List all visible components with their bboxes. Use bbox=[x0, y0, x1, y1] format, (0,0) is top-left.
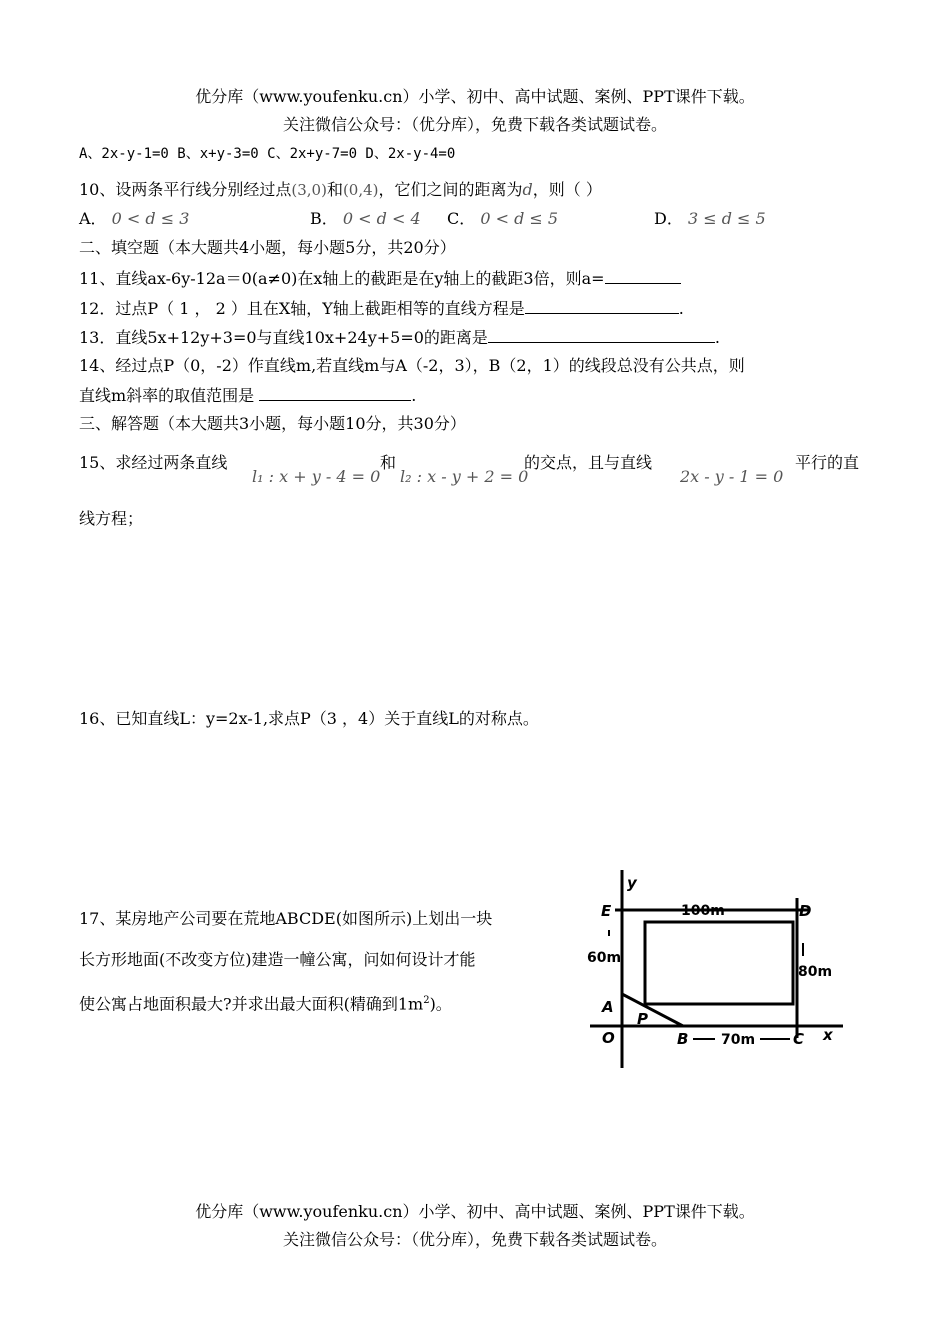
label-B: B bbox=[677, 1030, 689, 1048]
q15-l2-eq: l₂ : x - y + 2 = 0 bbox=[400, 467, 529, 486]
q10-option-d-label: D． bbox=[654, 209, 683, 228]
dim-bottom: 70m bbox=[721, 1032, 756, 1048]
q10-point-2: (0,4) bbox=[342, 181, 379, 199]
q10-d: d bbox=[522, 180, 533, 199]
q10-option-c bbox=[447, 208, 558, 230]
q10-option-a-label: A． bbox=[79, 209, 107, 228]
q15-l1 bbox=[252, 466, 380, 488]
q11-blank bbox=[605, 267, 681, 284]
land-diagram bbox=[585, 868, 847, 1073]
q15-l1-eq: l₁ : x + y - 4 = 0 bbox=[252, 467, 381, 486]
q13-end: . bbox=[714, 328, 720, 347]
header-line-2: 关注微信公众号：（优分库），免费下载各类试题试卷。 bbox=[282, 115, 667, 134]
q12-text: 12．过点P（ 1 ， 2 ）且在X轴，Y轴上截距相等的直线方程是 bbox=[79, 299, 525, 318]
label-y: y bbox=[627, 874, 637, 892]
q14-line-1: 14、经过点P（0，-2）作直线m,若直线m与A（-2，3），B（2，1）的线段总没有公共点，则 bbox=[79, 356, 745, 375]
q13 bbox=[79, 326, 720, 349]
q10-option-c-label: C． bbox=[447, 209, 476, 228]
q10-point-1: (3,0) bbox=[291, 181, 327, 199]
q10-option-b-label: B． bbox=[310, 209, 338, 228]
q17-line-1: 17、某房地产公司要在荒地ABCDE(如图所示)上划出一块 bbox=[79, 909, 493, 928]
label-x: x bbox=[823, 1026, 833, 1044]
q17-line-2: 长方形地面(不改变方位)建造一幢公寓，问如何设计才能 bbox=[79, 950, 476, 969]
q15-text-c: 平行的直 bbox=[795, 453, 860, 472]
q12-end: . bbox=[678, 299, 684, 318]
q10-option-d-value: 3 ≤ d ≤ 5 bbox=[687, 209, 766, 228]
dim-top: 100m bbox=[681, 903, 725, 919]
q11 bbox=[79, 267, 681, 290]
q15-line-1 bbox=[79, 452, 227, 474]
q10-and: 和 bbox=[326, 180, 343, 199]
q17-line-3-end: )。 bbox=[429, 994, 452, 1014]
header-line-1: 优分库（www.youfenku.cn）小学、初中、高中试题、案例、PPT课件下载。 bbox=[195, 87, 755, 106]
q13-text: 13．直线5x+12y+3=0与直线10x+24y+5=0的距离是 bbox=[79, 328, 488, 347]
label-D: D bbox=[799, 902, 812, 920]
q10-stem-b: ，它们之间的距离为 bbox=[378, 180, 523, 199]
q12-blank bbox=[525, 297, 679, 314]
q9-options: A、2x-y-1=0 B、x+y-3=0 C、2x+y-7=0 D、2x-y-4=0 bbox=[79, 146, 456, 162]
q14-end: . bbox=[411, 386, 417, 405]
q15-text-b: 的交点，且与直线 bbox=[524, 453, 653, 472]
q16: 16、已知直线L：y=2x-1,求点P（3 ，4）关于直线L的对称点。 bbox=[79, 709, 539, 728]
label-E: E bbox=[601, 902, 612, 920]
label-C: C bbox=[793, 1030, 805, 1048]
inner-rectangle bbox=[645, 922, 793, 1004]
q14-blank bbox=[259, 384, 411, 401]
dim-right: 80m bbox=[798, 964, 833, 980]
section-3-title: 三、解答题（本大题共3小题，每小题10分，共30分） bbox=[79, 414, 466, 433]
q10-stem-a: 10、设两条平行线分别经过点 bbox=[79, 180, 292, 199]
q15-and: 和 bbox=[380, 453, 397, 472]
q15-l3-eq: 2x - y - 1 = 0 bbox=[680, 467, 784, 486]
q10-option-a bbox=[79, 208, 189, 230]
q14-text: 直线m斜率的取值范围是 bbox=[79, 386, 260, 405]
q10-option-a-value: 0 < d ≤ 3 bbox=[111, 209, 190, 228]
dim-left: 60m bbox=[587, 950, 622, 966]
q10-stem-c: ，则（ ） bbox=[532, 180, 602, 199]
q17-line-3 bbox=[79, 990, 452, 1015]
q13-blank bbox=[488, 326, 715, 343]
label-A: A bbox=[602, 998, 614, 1016]
q12 bbox=[79, 297, 684, 320]
q10-option-b bbox=[310, 208, 421, 230]
section-2-title: 二、填空题（本大题共4小题，每小题5分，共20分） bbox=[79, 238, 456, 257]
q14-line-2 bbox=[79, 384, 416, 407]
q15-text-a: 15、求经过两条直线 bbox=[79, 453, 228, 472]
q10-option-c-value: 0 < d ≤ 5 bbox=[480, 209, 559, 228]
q10-option-b-value: 0 < d < 4 bbox=[342, 209, 421, 228]
q15-line-2: 线方程； bbox=[79, 509, 144, 528]
q17-superscript: 2 bbox=[423, 995, 430, 1006]
label-P: P bbox=[637, 1010, 648, 1028]
edge-AB bbox=[622, 994, 683, 1026]
q17-line-3-text: 使公寓占地面积最大?并求出最大面积(精确到1m bbox=[79, 994, 424, 1014]
footer-line-2: 关注微信公众号：（优分库），免费下载各类试题试卷。 bbox=[282, 1230, 667, 1249]
q15-l3 bbox=[680, 466, 783, 488]
q10-stem bbox=[79, 179, 602, 201]
footer-line-1: 优分库（www.youfenku.cn）小学、初中、高中试题、案例、PPT课件下载。 bbox=[195, 1202, 755, 1221]
q10-option-d bbox=[654, 208, 766, 230]
label-O: O bbox=[602, 1029, 615, 1047]
q15-l2 bbox=[400, 466, 528, 488]
q11-text: 11、直线ax-6y-12a＝0(a≠0)在x轴上的截距是在y轴上的截距3倍，则a= bbox=[79, 269, 605, 288]
